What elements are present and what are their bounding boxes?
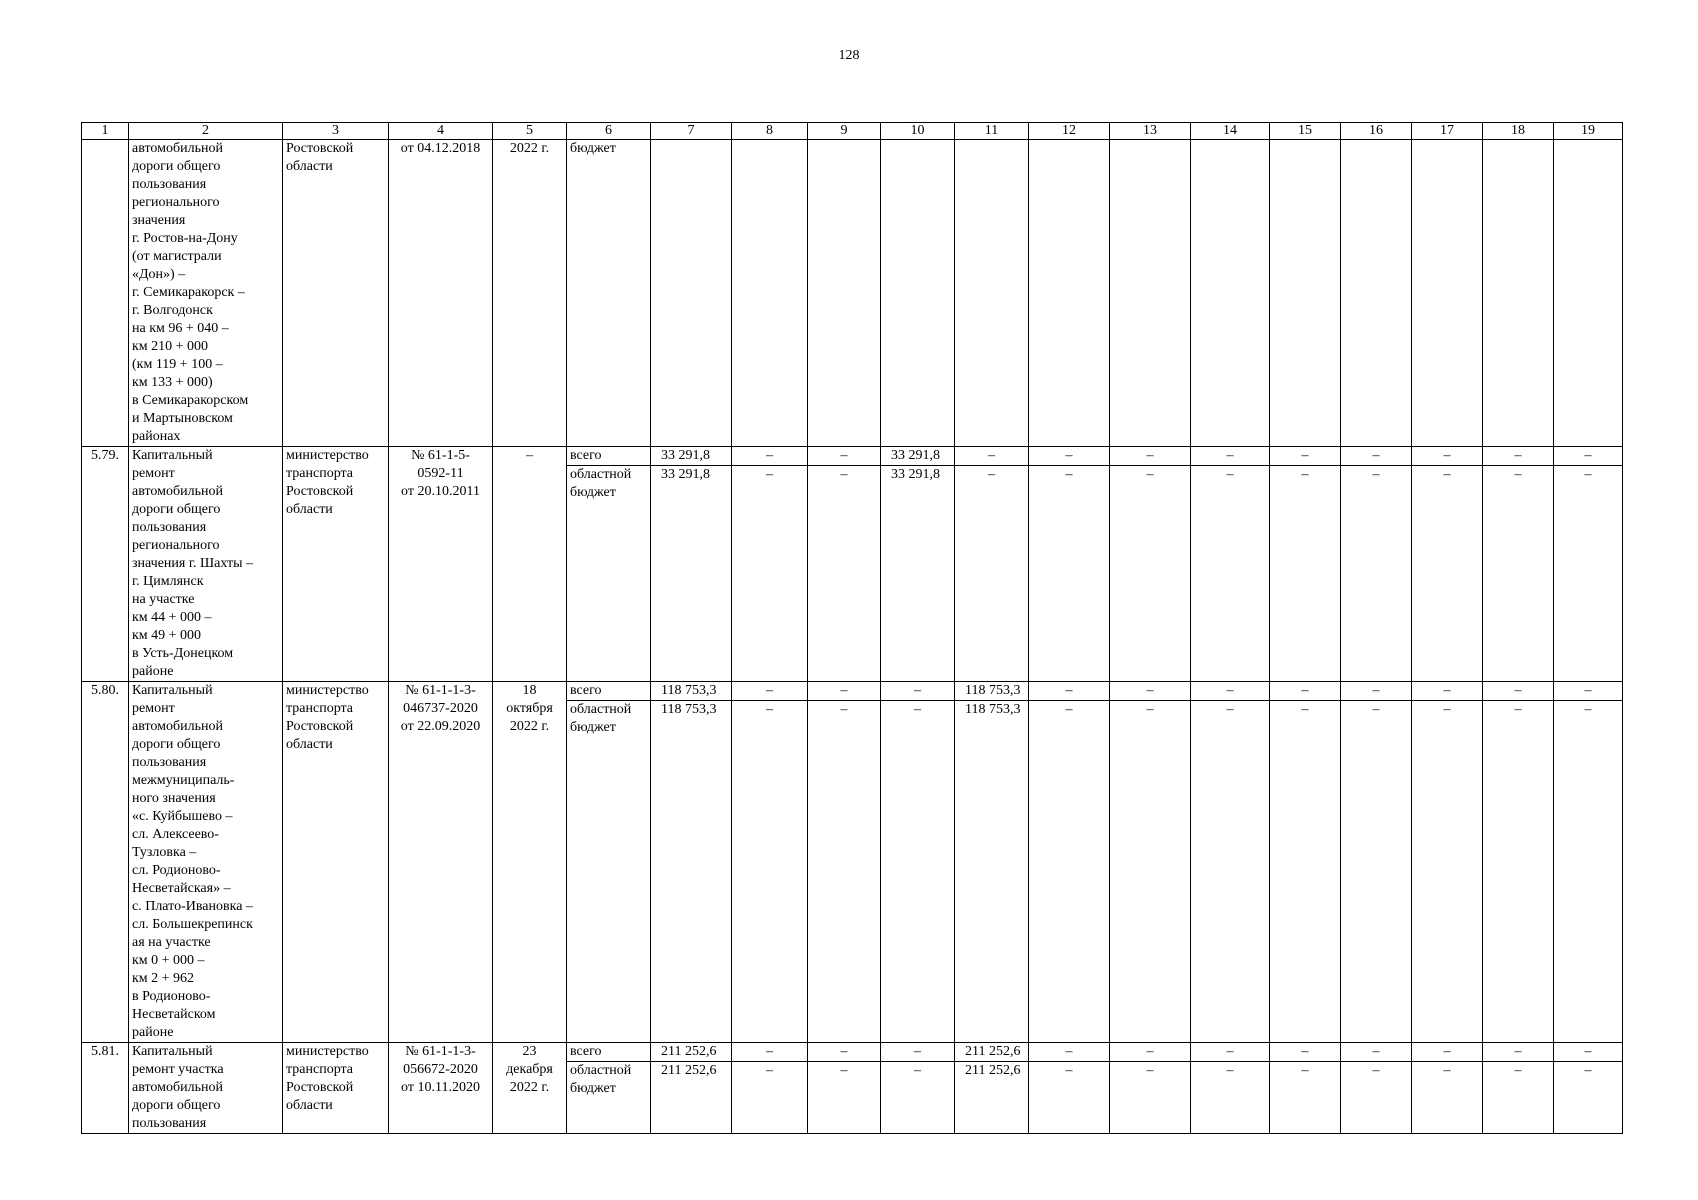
column-number-7: 7 [651,123,732,140]
value-col-7: 118 753,3 [651,701,732,1043]
value-col-10: – [881,1062,955,1134]
value-col-8: – [732,1043,808,1062]
column-number-row [82,123,1623,140]
value-col-9: – [808,682,881,701]
completion-date: – [493,447,567,682]
value-col-14: – [1191,1043,1270,1062]
column-number-9: 9 [808,123,881,140]
funding-source: всего [567,447,651,466]
value-col-8: – [732,466,808,682]
completion-date: 23 декабря 2022 г. [493,1043,567,1134]
value-col-17: – [1412,1043,1483,1062]
value-col-19: – [1554,1043,1623,1062]
completion-date: 18 октября 2022 г. [493,682,567,1043]
value-col-12: – [1029,447,1110,466]
value-col-7: 211 252,6 [651,1062,732,1134]
value-col-11: 118 753,3 [955,682,1029,701]
value-col-19: – [1554,466,1623,682]
funding-source: областной бюджет [567,1062,651,1134]
value-col-13: – [1110,466,1191,682]
column-number-6: 6 [567,123,651,140]
value-col-14 [1191,140,1270,447]
value-col-17: – [1412,701,1483,1043]
value-col-15: – [1270,466,1341,682]
value-col-12: – [1029,682,1110,701]
column-number-16: 16 [1341,123,1412,140]
value-col-9: – [808,1043,881,1062]
value-col-7: 211 252,6 [651,1043,732,1062]
object-name: Капитальный ремонт автомобильной дороги общего пользования межмуниципаль- ного значения «с. Куйбышево – сл. Алексеево- Тузловка – сл. Родионово- Несветайская» – с. Плато-Ивановка – сл. Большекрепинск ая на участке км 0 + 000 – км 2 + 962 в Родионово- Несветайском районе [129,682,283,1043]
value-col-18: – [1483,701,1554,1043]
document-ref: № 61-1-1-3- 056672-2020 от 10.11.2020 [389,1043,493,1134]
item-number: 5.80. [82,682,129,1043]
value-col-14: – [1191,1062,1270,1134]
value-col-17: – [1412,1062,1483,1134]
column-number-18: 18 [1483,123,1554,140]
value-col-15: – [1270,682,1341,701]
value-col-15: – [1270,1062,1341,1134]
document-ref: № 61-1-5- 0592-11 от 20.10.2011 [389,447,493,682]
value-col-11: 211 252,6 [955,1062,1029,1134]
value-col-11 [955,140,1029,447]
value-col-19: – [1554,682,1623,701]
value-col-17: – [1412,682,1483,701]
value-col-10: – [881,682,955,701]
value-col-16: – [1341,682,1412,701]
value-col-13: – [1110,1043,1191,1062]
funding-source: бюджет [567,140,651,447]
column-number-10: 10 [881,123,955,140]
value-col-10: 33 291,8 [881,447,955,466]
value-col-12: – [1029,1043,1110,1062]
responsible-org: министерство транспорта Ростовской области [283,682,389,1043]
document-ref: № 61-1-1-3- 046737-2020 от 22.09.2020 [389,682,493,1043]
value-col-16: – [1341,701,1412,1043]
object-name: автомобильной дороги общего пользования регионального значения г. Ростов-на-Дону (от магистрали «Дон») – г. Семикаракорск – г. Волгодонск на км 96 + 040 – км 210 + 000 (км 119 + 100 – км 133 + 000) в Семикаракорском и Мартыновском районах [129,140,283,447]
value-col-19: – [1554,447,1623,466]
value-col-19: – [1554,1062,1623,1134]
table-row [82,447,1623,466]
column-number-19: 19 [1554,123,1623,140]
value-col-11: – [955,447,1029,466]
value-col-11: 118 753,3 [955,701,1029,1043]
value-col-14: – [1191,466,1270,682]
column-number-1: 1 [82,123,129,140]
value-col-18: – [1483,447,1554,466]
value-col-17: – [1412,447,1483,466]
value-col-13: – [1110,701,1191,1043]
funding-source: всего [567,682,651,701]
value-col-7: 118 753,3 [651,682,732,701]
value-col-18: – [1483,682,1554,701]
value-col-18: – [1483,466,1554,682]
value-col-8: – [732,682,808,701]
column-number-4: 4 [389,123,493,140]
value-col-9: – [808,701,881,1043]
item-number [82,140,129,447]
value-col-8: – [732,447,808,466]
column-number-17: 17 [1412,123,1483,140]
value-col-16: – [1341,447,1412,466]
value-col-9 [808,140,881,447]
value-col-18: – [1483,1043,1554,1062]
funding-source: всего [567,1043,651,1062]
value-col-13: – [1110,682,1191,701]
value-col-16: – [1341,1043,1412,1062]
value-col-8: – [732,701,808,1043]
table-body [82,123,1623,1134]
value-col-12 [1029,140,1110,447]
column-number-15: 15 [1270,123,1341,140]
value-col-17: – [1412,466,1483,682]
responsible-org: министерство транспорта Ростовской области [283,447,389,682]
item-number: 5.79. [82,447,129,682]
value-col-9: – [808,1062,881,1134]
value-col-18: – [1483,1062,1554,1134]
value-col-16 [1341,140,1412,447]
column-number-11: 11 [955,123,1029,140]
column-number-3: 3 [283,123,389,140]
funding-source: областной бюджет [567,701,651,1043]
object-name: Капитальный ремонт автомобильной дороги общего пользования регионального значения г. Шахты – г. Цимлянск на участке км 44 + 000 – км 49 + 000 в Усть-Донецком районе [129,447,283,682]
value-col-9: – [808,447,881,466]
responsible-org: Ростовской области [283,140,389,447]
value-col-10 [881,140,955,447]
value-col-10: – [881,701,955,1043]
value-col-14: – [1191,701,1270,1043]
value-col-12: – [1029,1062,1110,1134]
value-col-14: – [1191,447,1270,466]
value-col-14: – [1191,682,1270,701]
value-col-11: 211 252,6 [955,1043,1029,1062]
funding-source: областной бюджет [567,466,651,682]
value-col-18 [1483,140,1554,447]
responsible-org: министерство транспорта Ростовской области [283,1043,389,1134]
value-col-15 [1270,140,1341,447]
value-col-13 [1110,140,1191,447]
value-col-7 [651,140,732,447]
item-number: 5.81. [82,1043,129,1134]
table-row [82,682,1623,701]
value-col-8 [732,140,808,447]
completion-date: 2022 г. [493,140,567,447]
table-row [82,140,1623,447]
page-number: 128 [838,48,860,63]
document-ref: от 04.12.2018 [389,140,493,447]
value-col-19 [1554,140,1623,447]
value-col-13: – [1110,1062,1191,1134]
value-col-15: – [1270,447,1341,466]
value-col-19: – [1554,701,1623,1043]
column-number-13: 13 [1110,123,1191,140]
budget-table [81,122,1623,1134]
column-number-12: 12 [1029,123,1110,140]
value-col-15: – [1270,701,1341,1043]
value-col-16: – [1341,466,1412,682]
value-col-7: 33 291,8 [651,466,732,682]
column-number-14: 14 [1191,123,1270,140]
value-col-12: – [1029,701,1110,1043]
table-row [82,1043,1623,1062]
value-col-11: – [955,466,1029,682]
value-col-10: – [881,1043,955,1062]
value-col-12: – [1029,466,1110,682]
value-col-15: – [1270,1043,1341,1062]
value-col-10: 33 291,8 [881,466,955,682]
column-number-8: 8 [732,123,808,140]
column-number-5: 5 [493,123,567,140]
value-col-16: – [1341,1062,1412,1134]
column-number-2: 2 [129,123,283,140]
value-col-7: 33 291,8 [651,447,732,466]
value-col-9: – [808,466,881,682]
value-col-8: – [732,1062,808,1134]
value-col-13: – [1110,447,1191,466]
object-name: Капитальный ремонт участка автомобильной дороги общего пользования [129,1043,283,1134]
value-col-17 [1412,140,1483,447]
